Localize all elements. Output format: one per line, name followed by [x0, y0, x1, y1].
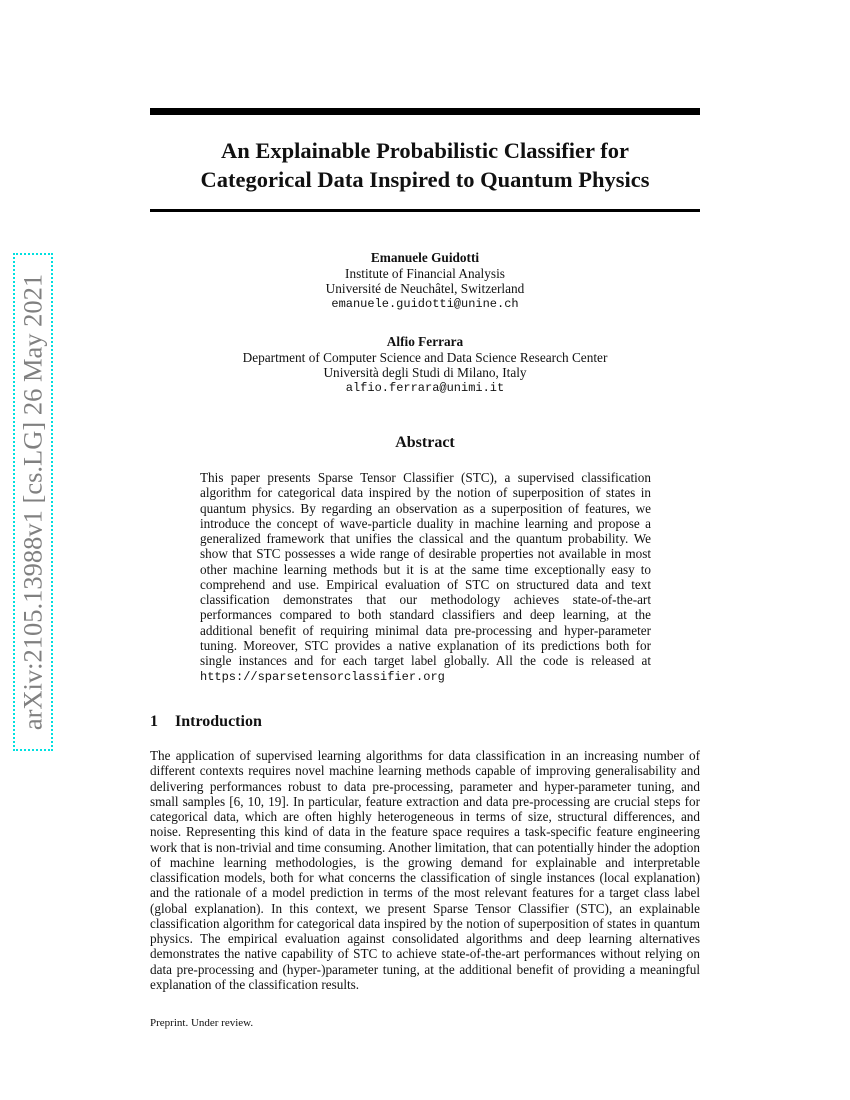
arxiv-stamp-text: arXiv:2105.13988v1 [cs.LG] 26 May 2021 [17, 273, 48, 731]
author-block-1 [150, 250, 700, 312]
author-affiliation: Università degli Studi di Milano, Italy [323, 365, 527, 380]
author-name: Alfio Ferrara [386, 334, 464, 349]
title-top-rule [150, 108, 700, 115]
author-email[interactable]: emanuele.guidotti@unine.ch [331, 296, 519, 311]
abstract-heading: Abstract [395, 434, 455, 451]
author-affiliation: Institute of Financial Analysis [345, 265, 505, 281]
section-heading [150, 713, 262, 731]
author-block-2 [150, 334, 700, 396]
abstract-text: This paper presents Sparse Tensor Classifier (STC), a supervised classification algorithm for categorical data inspired by the notion of superposition of states in quantum physics. By regarding an observation as a superposition of features, we introduce the concept of wave-particle duality in machine learning and propose a generalized framework that unifies the classical and the quantum probability. We show that STC possesses a wide range of desirable properties not available in most other machine learning methods but it is at the same time exceptionally easy to comprehend and use. Empirical evaluation of STC on structured data and text classification demonstrates that our methodology achieves state-of-the-art performances compared to both standard classifiers and deep learning, at the additional benefit of requiring minimal data pre-processing and hyper-parameter tuning. Moreover, STC provides a native explanation of its predictions both for single instances and for each target label globally. All the code is released at [200, 470, 651, 668]
section-body: The application of supervised learning algorithms for data classification in an increasing number of different contexts requires novel machine learning methods capable of improving generalisability and delivering performances robust to data pre-processing, parameter and hyper-parameter tuning, and small samples [6, 10, 19]. In particular, feature extraction and data pre-processing are crucial steps for categorical data, which are often highly heterogeneous in terms of size, structural differences, and noise. Representing this kind of data in the feature space requires a task-specific feature engineering work that is non-trivial and time consuming. Another limitation, that can potentially hinder the adoption of machine learning methodologies, is the growing demand for explainable and interpretable classification models, both for what concerns the classification of single instances (local explanation) and the rationale of a model prediction in terms of the most relevant features for a target class label (global explanation). In this context, we present Sparse Tensor Classifier (STC), an explainable classification algorithm for categorical data inspired by the notion of superposition of states in quantum physics. The empirical evaluation against consolidated algorithms and deep learning alternatives demonstrates the native capability of STC to achieve state-of-the-art performances without relying on data pre-processing and (hyper-)parameter tuning, at the additional benefit of providing a meaningful explanation of the classification results. [150, 748, 700, 992]
title-line-2: Categorical Data Inspired to Quantum Physics [200, 167, 650, 192]
paper-title [150, 136, 700, 194]
author-affiliation: Université de Neuchâtel, Switzerland [325, 281, 525, 296]
title-line-1: An Explainable Probabilistic Classifier for [221, 138, 629, 163]
author-email[interactable]: alfio.ferrara@unimi.it [345, 380, 505, 395]
preprint-note: Preprint. Under review. [150, 1017, 254, 1029]
author-name: Emanuele Guidotti [370, 250, 480, 265]
section-title: Introduction [175, 713, 262, 730]
author-affiliation: Department of Computer Science and Data Science Research Center [242, 349, 608, 365]
title-bottom-rule [150, 209, 700, 212]
abstract-url[interactable]: https://sparsetensorclassifier.org [200, 670, 445, 685]
abstract-body [200, 470, 651, 686]
arxiv-stamp [13, 253, 53, 751]
section-number: 1 [150, 713, 158, 730]
